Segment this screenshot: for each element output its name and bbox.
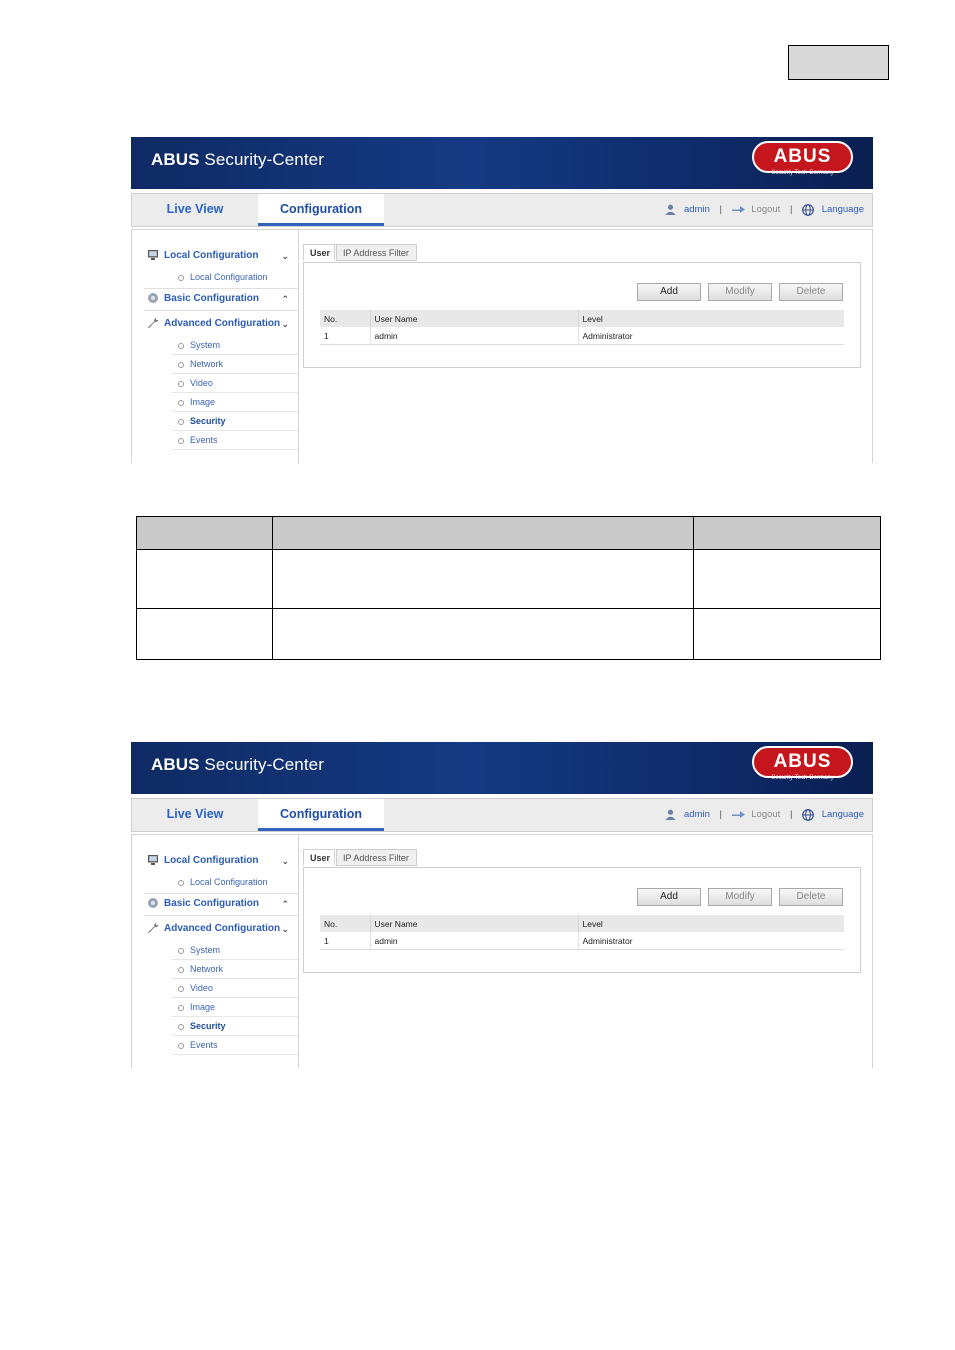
header-cell bbox=[694, 517, 881, 550]
cell-no: 1 bbox=[320, 327, 370, 345]
bullet-icon bbox=[178, 343, 184, 349]
divider bbox=[144, 893, 298, 894]
modify-button[interactable]: Modify bbox=[708, 888, 772, 906]
tab-configuration[interactable]: Configuration bbox=[258, 194, 384, 226]
chevron-down-icon: ⌄ bbox=[281, 319, 289, 329]
separator: | bbox=[789, 204, 793, 215]
tab-ip-address-filter[interactable]: IP Address Filter bbox=[336, 244, 417, 261]
table-cell bbox=[273, 609, 694, 660]
add-button[interactable]: Add bbox=[637, 888, 701, 906]
user-panel bbox=[303, 262, 861, 368]
tab-configuration[interactable]: Configuration bbox=[258, 799, 384, 831]
bullet-icon bbox=[178, 362, 184, 368]
chevron-down-icon: ⌄ bbox=[281, 924, 289, 934]
divider bbox=[144, 288, 298, 289]
column-header-user-name: User Name bbox=[370, 915, 578, 932]
chevron-down-icon: ⌄ bbox=[281, 856, 289, 866]
config-content bbox=[131, 834, 873, 1068]
logout-icon bbox=[732, 205, 745, 214]
abus-logo: ABUS bbox=[752, 141, 853, 173]
sidebar-local-configuration[interactable]: Local Configuration ⌄ bbox=[147, 852, 293, 870]
logo-tagline: Security Tech Germany bbox=[771, 170, 834, 176]
globe-icon bbox=[802, 809, 814, 821]
header-cell bbox=[137, 517, 273, 550]
bullet-icon bbox=[178, 381, 184, 387]
current-user-link[interactable]: admin bbox=[684, 809, 710, 820]
language-link[interactable]: Language bbox=[821, 204, 864, 215]
column-header-user-name: User Name bbox=[370, 310, 578, 327]
tab-live-view[interactable]: Live View bbox=[166, 202, 224, 216]
wrench-icon bbox=[147, 317, 159, 329]
table-header-row bbox=[320, 915, 844, 932]
monitor-icon bbox=[147, 249, 159, 261]
user-panel bbox=[303, 867, 861, 973]
logout-link[interactable]: Logout bbox=[751, 204, 781, 215]
globe-icon bbox=[802, 204, 814, 216]
app-title: ABUS Security-Center bbox=[151, 755, 324, 774]
bullet-icon bbox=[178, 986, 184, 992]
cell-no: 1 bbox=[320, 932, 370, 950]
tab-ip-address-filter[interactable]: IP Address Filter bbox=[336, 849, 417, 866]
monitor-icon bbox=[147, 854, 159, 866]
table-row[interactable] bbox=[320, 327, 844, 345]
sidebar-item-events[interactable]: Events bbox=[172, 431, 298, 450]
separator: | bbox=[719, 204, 722, 215]
tab-user[interactable]: User bbox=[303, 849, 335, 866]
logout-link[interactable]: Logout bbox=[751, 809, 781, 820]
table-cell bbox=[273, 550, 694, 609]
config-sidebar bbox=[132, 835, 299, 1068]
screenshot-2 bbox=[131, 742, 873, 1068]
top-nav bbox=[131, 193, 873, 227]
user-icon bbox=[665, 809, 676, 820]
table-cell bbox=[137, 609, 273, 660]
table-row bbox=[137, 609, 881, 660]
tab-user[interactable]: User bbox=[303, 244, 335, 261]
bullet-icon bbox=[178, 275, 184, 281]
tab-live-view[interactable]: Live View bbox=[166, 807, 224, 821]
sidebar-item-events[interactable]: Events bbox=[172, 1036, 298, 1055]
sidebar-item-system[interactable]: System bbox=[172, 941, 298, 960]
table-header-row bbox=[137, 517, 881, 550]
table-header-row bbox=[320, 310, 844, 327]
sidebar-local-configuration[interactable]: Local Configuration ⌄ bbox=[147, 247, 293, 265]
screenshot-1 bbox=[131, 137, 873, 463]
app-banner bbox=[131, 742, 873, 794]
document-table bbox=[136, 516, 881, 660]
user-icon bbox=[665, 204, 676, 215]
app-title: ABUS Security-Center bbox=[151, 150, 324, 169]
column-header-level: Level bbox=[578, 310, 844, 327]
divider bbox=[144, 915, 298, 916]
language-link[interactable]: Language bbox=[821, 809, 864, 820]
user-table bbox=[320, 310, 844, 345]
globe-settings-icon bbox=[147, 292, 159, 304]
abus-logo: ABUS bbox=[752, 746, 853, 778]
logout-icon bbox=[732, 810, 745, 819]
table-row bbox=[137, 550, 881, 609]
divider bbox=[144, 310, 298, 311]
sidebar-basic-configuration[interactable]: Basic Configuration ⌃ bbox=[147, 290, 293, 308]
user-table bbox=[320, 915, 844, 950]
chevron-down-icon: ⌄ bbox=[281, 251, 289, 261]
corner-box bbox=[788, 45, 889, 80]
table-cell bbox=[137, 550, 273, 609]
current-user-link[interactable]: admin bbox=[684, 204, 710, 215]
cell-user-name: admin bbox=[370, 327, 578, 345]
column-header-level: Level bbox=[578, 915, 844, 932]
sidebar-item-image[interactable]: Image bbox=[172, 393, 298, 412]
sidebar-item-video[interactable]: Video bbox=[172, 374, 298, 393]
table-cell bbox=[694, 609, 881, 660]
header-cell bbox=[273, 517, 694, 550]
config-main bbox=[303, 230, 869, 463]
user-menu bbox=[665, 194, 864, 226]
sidebar-item-local-configuration[interactable]: Local Configuration bbox=[172, 873, 298, 891]
sidebar-advanced-configuration[interactable]: Advanced Configuration ⌄ bbox=[147, 315, 293, 333]
cell-level: Administrator bbox=[578, 327, 844, 345]
delete-button[interactable]: Delete bbox=[779, 888, 843, 906]
modify-button[interactable]: Modify bbox=[708, 283, 772, 301]
config-main bbox=[303, 835, 869, 1068]
sidebar-advanced-configuration[interactable]: Advanced Configuration ⌄ bbox=[147, 920, 293, 938]
sidebar-item-video[interactable]: Video bbox=[172, 979, 298, 998]
bullet-icon bbox=[178, 948, 184, 954]
table-cell bbox=[694, 550, 881, 609]
wrench-icon bbox=[147, 922, 159, 934]
chevron-up-icon: ⌃ bbox=[281, 899, 289, 909]
bullet-icon bbox=[178, 1043, 184, 1049]
top-nav bbox=[131, 798, 873, 832]
cell-level: Administrator bbox=[578, 932, 844, 950]
delete-button[interactable]: Delete bbox=[779, 283, 843, 301]
sidebar-basic-configuration[interactable]: Basic Configuration ⌃ bbox=[147, 895, 293, 913]
config-sidebar bbox=[132, 230, 299, 463]
cell-user-name: admin bbox=[370, 932, 578, 950]
sidebar-item-security[interactable]: Security bbox=[172, 1017, 298, 1036]
bullet-icon bbox=[178, 438, 184, 444]
bullet-icon bbox=[178, 419, 184, 425]
sidebar-item-network[interactable]: Network bbox=[172, 355, 298, 374]
separator: | bbox=[789, 809, 793, 820]
bullet-icon bbox=[178, 967, 184, 973]
sidebar-item-image[interactable]: Image bbox=[172, 998, 298, 1017]
config-content bbox=[131, 229, 873, 463]
bullet-icon bbox=[178, 1005, 184, 1011]
table-row[interactable] bbox=[320, 932, 844, 950]
sidebar-item-system[interactable]: System bbox=[172, 336, 298, 355]
user-menu bbox=[665, 799, 864, 831]
bullet-icon bbox=[178, 1024, 184, 1030]
add-button[interactable]: Add bbox=[637, 283, 701, 301]
bullet-icon bbox=[178, 400, 184, 406]
column-header-no: No. bbox=[320, 310, 370, 327]
bullet-icon bbox=[178, 880, 184, 886]
column-header-no: No. bbox=[320, 915, 370, 932]
chevron-up-icon: ⌃ bbox=[281, 294, 289, 304]
globe-settings-icon bbox=[147, 897, 159, 909]
app-banner bbox=[131, 137, 873, 189]
separator: | bbox=[719, 809, 722, 820]
sidebar-item-security[interactable]: Security bbox=[172, 412, 298, 431]
sidebar-item-network[interactable]: Network bbox=[172, 960, 298, 979]
sidebar-item-local-configuration[interactable]: Local Configuration bbox=[172, 268, 298, 286]
logo-tagline: Security Tech Germany bbox=[771, 775, 834, 781]
